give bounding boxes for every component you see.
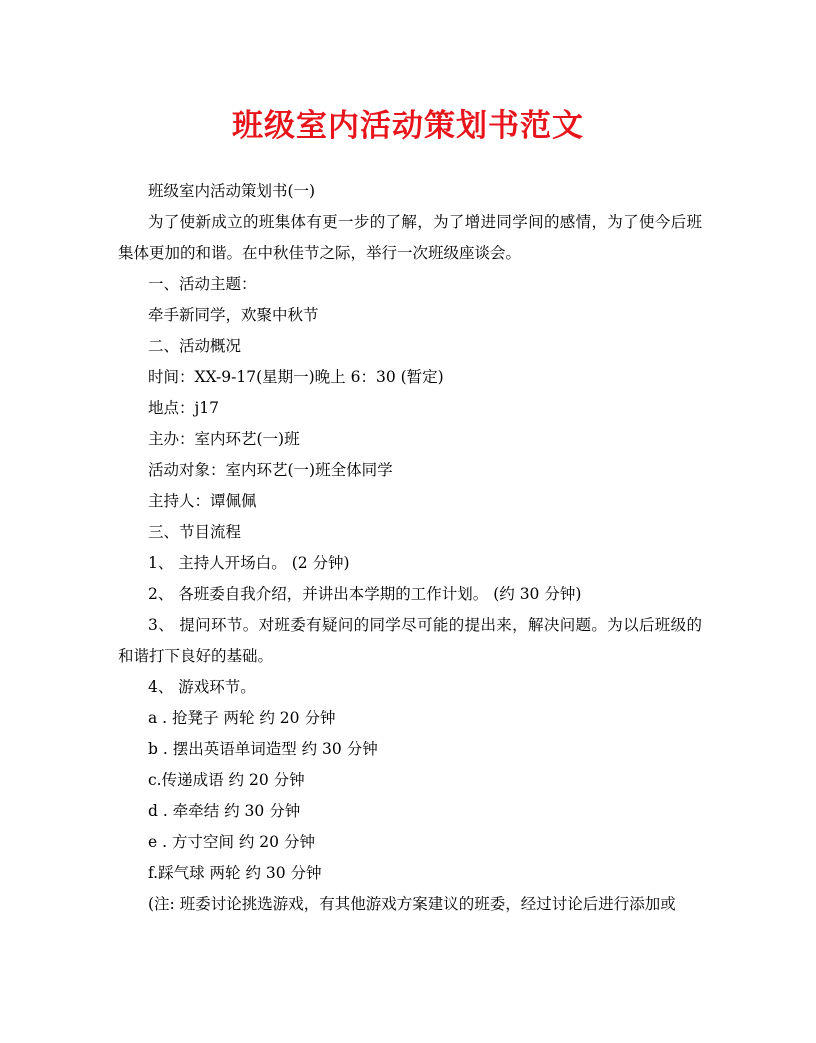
paragraph-note: (注: 班委讨论挑选游戏，有其他游戏方案建议的班委，经过讨论后进行添加或 [148,895,676,913]
paragraph-theme-heading: 一、活动主题： [148,275,257,293]
document-body [118,176,702,920]
paragraph-game-d: d . 牵牵结 约 30 分钟 [148,802,301,820]
paragraph-host: 主持人：谭佩佩 [148,492,257,510]
paragraph-step-3: 3、 提问环节。对班委有疑问的同学尽可能的提出来，解决问题。为以后班级的和谐打下良好的基础。 [118,616,702,665]
paragraph-organizer: 主办：室内环艺(一)班 [148,430,300,448]
paragraph-step-4: 4、 游戏环节。 [148,678,256,696]
paragraph-game-a: a . 抢凳子 两轮 约 20 分钟 [148,709,336,727]
paragraph-program-heading: 三、节目流程 [148,523,242,541]
paragraph-theme: 牵手新同学，欢聚中秋节 [148,306,319,324]
paragraph-overview-heading: 二、活动概况 [148,337,242,355]
document-title: 班级室内活动策划书范文 [232,108,584,144]
paragraph-game-c: c.传递成语 约 20 分钟 [148,771,305,789]
paragraph-game-b: b . 摆出英语单词造型 约 30 分钟 [148,740,378,758]
paragraph-section-heading: 班级室内活动策划书(一) [148,182,316,200]
paragraph-audience: 活动对象：室内环艺(一)班全体同学 [148,461,393,479]
paragraph-intro: 为了使新成立的班集体有更一步的了解，为了增进同学间的感情，为了使今后班集体更加的和谐。在中秋佳节之际，举行一次班级座谈会。 [118,213,702,262]
paragraph-location: 地点：j17 [148,399,220,417]
paragraph-step-1: 1、 主持人开场白。 (2 分钟) [148,554,350,572]
paragraph-game-f: f.踩气球 两轮 约 30 分钟 [148,864,322,882]
paragraph-step-2: 2、 各班委自我介绍，并讲出本学期的工作计划。 (约 30 分钟) [148,585,582,603]
paragraph-game-e: e . 方寸空间 约 20 分钟 [148,833,315,851]
paragraph-time: 时间：XX-9-17(星期一)晚上 6：30 (暂定) [148,368,444,386]
